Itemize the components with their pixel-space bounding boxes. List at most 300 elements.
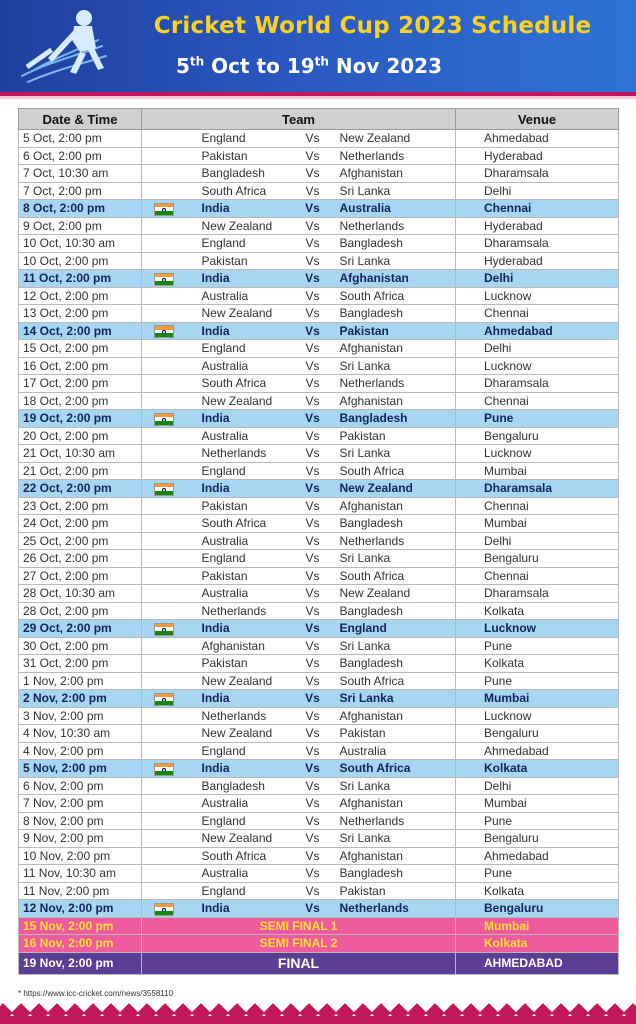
flag-cell xyxy=(142,567,186,585)
team-2: South Africa xyxy=(332,567,456,585)
vs-label: Vs xyxy=(294,550,332,568)
venue: Pune xyxy=(456,865,619,883)
venue: Mumbai xyxy=(456,917,619,935)
venue: Bengaluru xyxy=(456,830,619,848)
venue: Lucknow xyxy=(456,287,619,305)
table-row xyxy=(19,357,619,375)
flag-cell xyxy=(142,742,186,760)
match-date: 7 Oct, 2:00 pm xyxy=(19,182,142,200)
vs-label: Vs xyxy=(294,375,332,393)
flag-cell xyxy=(142,900,186,918)
team-1: South Africa xyxy=(186,182,294,200)
flag-cell xyxy=(142,270,186,288)
venue: Mumbai xyxy=(456,462,619,480)
flag-cell xyxy=(142,882,186,900)
team-2: Bangladesh xyxy=(332,410,456,428)
team-2: South Africa xyxy=(332,672,456,690)
table-row xyxy=(19,742,619,760)
match-date: 28 Oct, 2:00 pm xyxy=(19,602,142,620)
table-row xyxy=(19,147,619,165)
flag-cell xyxy=(142,585,186,603)
flag-cell xyxy=(142,252,186,270)
flag-cell xyxy=(142,445,186,463)
vs-label: Vs xyxy=(294,707,332,725)
vs-label: Vs xyxy=(294,130,332,148)
team-2: Afghanistan xyxy=(332,795,456,813)
team-1: New Zealand xyxy=(186,672,294,690)
vs-label: Vs xyxy=(294,865,332,883)
match-date: 13 Oct, 2:00 pm xyxy=(19,305,142,323)
table-row xyxy=(19,795,619,813)
team-2: Pakistan xyxy=(332,322,456,340)
team-1: Netherlands xyxy=(186,445,294,463)
flag-cell xyxy=(142,375,186,393)
team-2: South Africa xyxy=(332,760,456,778)
venue: Bengaluru xyxy=(456,427,619,445)
vs-label: Vs xyxy=(294,585,332,603)
vs-label: Vs xyxy=(294,760,332,778)
knockout-label: SEMI FINAL 2 xyxy=(142,935,456,953)
match-date: 10 Nov, 2:00 pm xyxy=(19,847,142,865)
flag-cell xyxy=(142,322,186,340)
match-date: 11 Nov, 10:30 am xyxy=(19,865,142,883)
team-1: England xyxy=(186,235,294,253)
team-1: New Zealand xyxy=(186,830,294,848)
match-date: 12 Nov, 2:00 pm xyxy=(19,900,142,918)
team-2: New Zealand xyxy=(332,585,456,603)
team-1: Netherlands xyxy=(186,602,294,620)
flag-cell xyxy=(142,130,186,148)
venue: Pune xyxy=(456,672,619,690)
venue: Dharamsala xyxy=(456,480,619,498)
table-row xyxy=(19,830,619,848)
vs-label: Vs xyxy=(294,217,332,235)
table-row xyxy=(19,462,619,480)
vs-label: Vs xyxy=(294,392,332,410)
vs-label: Vs xyxy=(294,305,332,323)
table-row xyxy=(19,287,619,305)
header-banner xyxy=(0,0,636,92)
match-date: 4 Nov, 10:30 am xyxy=(19,725,142,743)
venue: AHMEDABAD xyxy=(456,952,619,974)
flag-cell xyxy=(142,847,186,865)
flag-cell xyxy=(142,672,186,690)
match-date: 29 Oct, 2:00 pm xyxy=(19,620,142,638)
table-row xyxy=(19,725,619,743)
table-row xyxy=(19,427,619,445)
vs-label: Vs xyxy=(294,462,332,480)
match-date: 6 Nov, 2:00 pm xyxy=(19,777,142,795)
team-1: England xyxy=(186,812,294,830)
vs-label: Vs xyxy=(294,480,332,498)
schedule-body xyxy=(19,130,619,975)
match-date: 23 Oct, 2:00 pm xyxy=(19,497,142,515)
team-1: England xyxy=(186,130,294,148)
vs-label: Vs xyxy=(294,340,332,358)
team-2: Netherlands xyxy=(332,900,456,918)
team-1: Pakistan xyxy=(186,567,294,585)
team-1: South Africa xyxy=(186,847,294,865)
flag-cell xyxy=(142,410,186,428)
table-row xyxy=(19,165,619,183)
table-row xyxy=(19,200,619,218)
flag-cell xyxy=(142,392,186,410)
decorative-bottom-border xyxy=(0,1002,636,1024)
schedule-table-wrapper xyxy=(18,108,618,975)
vs-label: Vs xyxy=(294,200,332,218)
team-2: Afghanistan xyxy=(332,847,456,865)
team-1: Afghanistan xyxy=(186,637,294,655)
team-2: Sri Lanka xyxy=(332,830,456,848)
vs-label: Vs xyxy=(294,165,332,183)
header-date: Date & Time xyxy=(19,109,142,130)
team-1: Australia xyxy=(186,865,294,883)
vs-label: Vs xyxy=(294,532,332,550)
team-1: Australia xyxy=(186,795,294,813)
team-1: England xyxy=(186,742,294,760)
team-2: South Africa xyxy=(332,462,456,480)
team-1: Pakistan xyxy=(186,655,294,673)
flag-cell xyxy=(142,235,186,253)
table-row xyxy=(19,882,619,900)
team-1: Australia xyxy=(186,585,294,603)
team-1: India xyxy=(186,620,294,638)
vs-label: Vs xyxy=(294,287,332,305)
table-row xyxy=(19,340,619,358)
team-1: Pakistan xyxy=(186,147,294,165)
team-1: Australia xyxy=(186,287,294,305)
team-2: Sri Lanka xyxy=(332,252,456,270)
team-1: India xyxy=(186,270,294,288)
team-2: Afghanistan xyxy=(332,707,456,725)
flag-cell xyxy=(142,497,186,515)
flag-cell xyxy=(142,427,186,445)
venue: Delhi xyxy=(456,532,619,550)
venue: Lucknow xyxy=(456,620,619,638)
bottom-band xyxy=(0,1016,636,1024)
vs-label: Vs xyxy=(294,620,332,638)
venue: Chennai xyxy=(456,305,619,323)
venue: Lucknow xyxy=(456,445,619,463)
flag-cell xyxy=(142,620,186,638)
team-1: Netherlands xyxy=(186,707,294,725)
table-header-row xyxy=(19,109,619,130)
match-date: 8 Nov, 2:00 pm xyxy=(19,812,142,830)
flag-cell xyxy=(142,305,186,323)
match-date: 18 Oct, 2:00 pm xyxy=(19,392,142,410)
table-row xyxy=(19,550,619,568)
india-flag-icon xyxy=(154,763,174,776)
match-date: 19 Oct, 2:00 pm xyxy=(19,410,142,428)
table-row xyxy=(19,707,619,725)
match-date: 21 Oct, 10:30 am xyxy=(19,445,142,463)
team-2: Netherlands xyxy=(332,217,456,235)
team-2: Bangladesh xyxy=(332,235,456,253)
table-row xyxy=(19,515,619,533)
table-row xyxy=(19,235,619,253)
vs-label: Vs xyxy=(294,270,332,288)
venue: Delhi xyxy=(456,182,619,200)
team-1: New Zealand xyxy=(186,305,294,323)
match-date: 4 Nov, 2:00 pm xyxy=(19,742,142,760)
vs-label: Vs xyxy=(294,655,332,673)
flag-cell xyxy=(142,760,186,778)
flag-cell xyxy=(142,200,186,218)
vs-label: Vs xyxy=(294,410,332,428)
table-row xyxy=(19,900,619,918)
match-date: 10 Oct, 2:00 pm xyxy=(19,252,142,270)
venue: Lucknow xyxy=(456,357,619,375)
match-date: 31 Oct, 2:00 pm xyxy=(19,655,142,673)
flag-cell xyxy=(142,480,186,498)
match-date: 28 Oct, 10:30 am xyxy=(19,585,142,603)
team-2: Pakistan xyxy=(332,427,456,445)
source-footnote: * https://www.icc-cricket.com/news/3558110 xyxy=(18,989,174,998)
team-2: Sri Lanka xyxy=(332,357,456,375)
india-flag-icon xyxy=(154,203,174,216)
header-divider-light xyxy=(0,96,636,99)
team-2: New Zealand xyxy=(332,130,456,148)
venue: Kolkata xyxy=(456,760,619,778)
flag-cell xyxy=(142,147,186,165)
venue: Mumbai xyxy=(456,515,619,533)
subtitle-start-suffix: th xyxy=(189,54,205,69)
vs-label: Vs xyxy=(294,182,332,200)
venue: Kolkata xyxy=(456,882,619,900)
vs-label: Vs xyxy=(294,847,332,865)
vs-label: Vs xyxy=(294,812,332,830)
venue: Pune xyxy=(456,637,619,655)
table-row xyxy=(19,672,619,690)
flag-cell xyxy=(142,182,186,200)
venue: Delhi xyxy=(456,270,619,288)
match-date: 19 Nov, 2:00 pm xyxy=(19,952,142,974)
venue: Bengaluru xyxy=(456,900,619,918)
match-date: 26 Oct, 2:00 pm xyxy=(19,550,142,568)
match-date: 15 Nov, 2:00 pm xyxy=(19,917,142,935)
table-row xyxy=(19,865,619,883)
flag-cell xyxy=(142,812,186,830)
match-date: 7 Oct, 10:30 am xyxy=(19,165,142,183)
flag-cell xyxy=(142,655,186,673)
team-2: Bangladesh xyxy=(332,515,456,533)
india-flag-icon xyxy=(154,903,174,916)
header-venue: Venue xyxy=(456,109,619,130)
flag-cell xyxy=(142,795,186,813)
team-1: India xyxy=(186,480,294,498)
team-2: England xyxy=(332,620,456,638)
india-flag-icon xyxy=(154,273,174,286)
team-1: England xyxy=(186,462,294,480)
flag-cell xyxy=(142,515,186,533)
table-row xyxy=(19,760,619,778)
schedule-table xyxy=(18,108,619,975)
team-1: India xyxy=(186,200,294,218)
team-2: Netherlands xyxy=(332,532,456,550)
knockout-label: SEMI FINAL 1 xyxy=(142,917,456,935)
table-row xyxy=(19,690,619,708)
match-date: 9 Oct, 2:00 pm xyxy=(19,217,142,235)
page-subtitle xyxy=(120,54,498,78)
match-date: 9 Nov, 2:00 pm xyxy=(19,830,142,848)
table-row xyxy=(19,847,619,865)
venue: Dharamsala xyxy=(456,165,619,183)
india-flag-icon xyxy=(154,623,174,636)
team-2: Pakistan xyxy=(332,725,456,743)
team-2: Sri Lanka xyxy=(332,777,456,795)
team-2: Australia xyxy=(332,200,456,218)
venue: Delhi xyxy=(456,340,619,358)
flag-cell xyxy=(142,725,186,743)
vs-label: Vs xyxy=(294,252,332,270)
vs-label: Vs xyxy=(294,235,332,253)
vs-label: Vs xyxy=(294,672,332,690)
table-row xyxy=(19,497,619,515)
team-1: India xyxy=(186,410,294,428)
team-2: Bangladesh xyxy=(332,655,456,673)
knockout-row xyxy=(19,917,619,935)
vs-label: Vs xyxy=(294,515,332,533)
team-1: Australia xyxy=(186,427,294,445)
team-2: Bangladesh xyxy=(332,865,456,883)
team-2: South Africa xyxy=(332,287,456,305)
team-2: Australia xyxy=(332,742,456,760)
venue: Chennai xyxy=(456,567,619,585)
match-date: 5 Nov, 2:00 pm xyxy=(19,760,142,778)
knockout-row xyxy=(19,935,619,953)
match-date: 14 Oct, 2:00 pm xyxy=(19,322,142,340)
match-date: 22 Oct, 2:00 pm xyxy=(19,480,142,498)
vs-label: Vs xyxy=(294,637,332,655)
venue: Dharamsala xyxy=(456,375,619,393)
cricket-batsman-icon xyxy=(14,6,114,86)
flag-cell xyxy=(142,865,186,883)
table-row xyxy=(19,777,619,795)
venue: Ahmedabad xyxy=(456,322,619,340)
table-row xyxy=(19,217,619,235)
venue: Ahmedabad xyxy=(456,130,619,148)
team-1: England xyxy=(186,550,294,568)
flag-cell xyxy=(142,707,186,725)
venue: Hyderabad xyxy=(456,252,619,270)
team-1: New Zealand xyxy=(186,725,294,743)
match-date: 16 Oct, 2:00 pm xyxy=(19,357,142,375)
vs-label: Vs xyxy=(294,445,332,463)
table-row xyxy=(19,532,619,550)
team-1: South Africa xyxy=(186,375,294,393)
venue: Kolkata xyxy=(456,602,619,620)
flag-cell xyxy=(142,637,186,655)
table-row xyxy=(19,585,619,603)
team-1: Pakistan xyxy=(186,497,294,515)
match-date: 30 Oct, 2:00 pm xyxy=(19,637,142,655)
venue: Bengaluru xyxy=(456,725,619,743)
team-2: Afghanistan xyxy=(332,340,456,358)
venue: Lucknow xyxy=(456,707,619,725)
team-1: India xyxy=(186,760,294,778)
table-row xyxy=(19,602,619,620)
flag-cell xyxy=(142,217,186,235)
match-date: 11 Nov, 2:00 pm xyxy=(19,882,142,900)
venue: Mumbai xyxy=(456,690,619,708)
venue: Dharamsala xyxy=(456,585,619,603)
vs-label: Vs xyxy=(294,830,332,848)
india-flag-icon xyxy=(154,483,174,496)
flag-cell xyxy=(142,830,186,848)
match-date: 1 Nov, 2:00 pm xyxy=(19,672,142,690)
header-team: Team xyxy=(142,109,456,130)
flag-cell xyxy=(142,550,186,568)
team-1: India xyxy=(186,322,294,340)
team-1: England xyxy=(186,882,294,900)
vs-label: Vs xyxy=(294,777,332,795)
venue: Mumbai xyxy=(456,795,619,813)
knockout-row xyxy=(19,952,619,974)
vs-label: Vs xyxy=(294,900,332,918)
table-row xyxy=(19,637,619,655)
team-2: Bangladesh xyxy=(332,305,456,323)
team-1: Bangladesh xyxy=(186,165,294,183)
match-date: 12 Oct, 2:00 pm xyxy=(19,287,142,305)
vs-label: Vs xyxy=(294,322,332,340)
venue: Delhi xyxy=(456,777,619,795)
team-1: India xyxy=(186,690,294,708)
vs-label: Vs xyxy=(294,795,332,813)
india-flag-icon xyxy=(154,413,174,426)
table-row xyxy=(19,620,619,638)
team-2: Bangladesh xyxy=(332,602,456,620)
vs-label: Vs xyxy=(294,690,332,708)
match-date: 8 Oct, 2:00 pm xyxy=(19,200,142,218)
venue: Bengaluru xyxy=(456,550,619,568)
vs-label: Vs xyxy=(294,725,332,743)
match-date: 3 Nov, 2:00 pm xyxy=(19,707,142,725)
venue: Ahmedabad xyxy=(456,742,619,760)
team-1: Pakistan xyxy=(186,252,294,270)
venue: Hyderabad xyxy=(456,217,619,235)
team-2: New Zealand xyxy=(332,480,456,498)
subtitle-end-suffix: th xyxy=(314,54,329,69)
india-flag-icon xyxy=(154,693,174,706)
vs-label: Vs xyxy=(294,567,332,585)
page-title: Cricket World Cup 2023 Schedule xyxy=(153,13,592,39)
team-1: Bangladesh xyxy=(186,777,294,795)
venue: Chennai xyxy=(456,200,619,218)
team-2: Afghanistan xyxy=(332,270,456,288)
team-1: New Zealand xyxy=(186,217,294,235)
flag-cell xyxy=(142,532,186,550)
team-1: England xyxy=(186,340,294,358)
venue: Ahmedabad xyxy=(456,847,619,865)
table-row xyxy=(19,322,619,340)
vs-label: Vs xyxy=(294,497,332,515)
venue: Hyderabad xyxy=(456,147,619,165)
flag-cell xyxy=(142,462,186,480)
venue: Pune xyxy=(456,410,619,428)
subtitle-end: Nov 2023 xyxy=(335,54,443,78)
team-2: Sri Lanka xyxy=(332,690,456,708)
match-date: 16 Nov, 2:00 pm xyxy=(19,935,142,953)
team-2: Netherlands xyxy=(332,375,456,393)
subtitle-start-day: 5 xyxy=(175,54,190,78)
table-row xyxy=(19,655,619,673)
team-1: India xyxy=(186,900,294,918)
venue: Kolkata xyxy=(456,935,619,953)
team-2: Netherlands xyxy=(332,147,456,165)
table-row xyxy=(19,305,619,323)
venue: Pune xyxy=(456,812,619,830)
venue: Chennai xyxy=(456,497,619,515)
